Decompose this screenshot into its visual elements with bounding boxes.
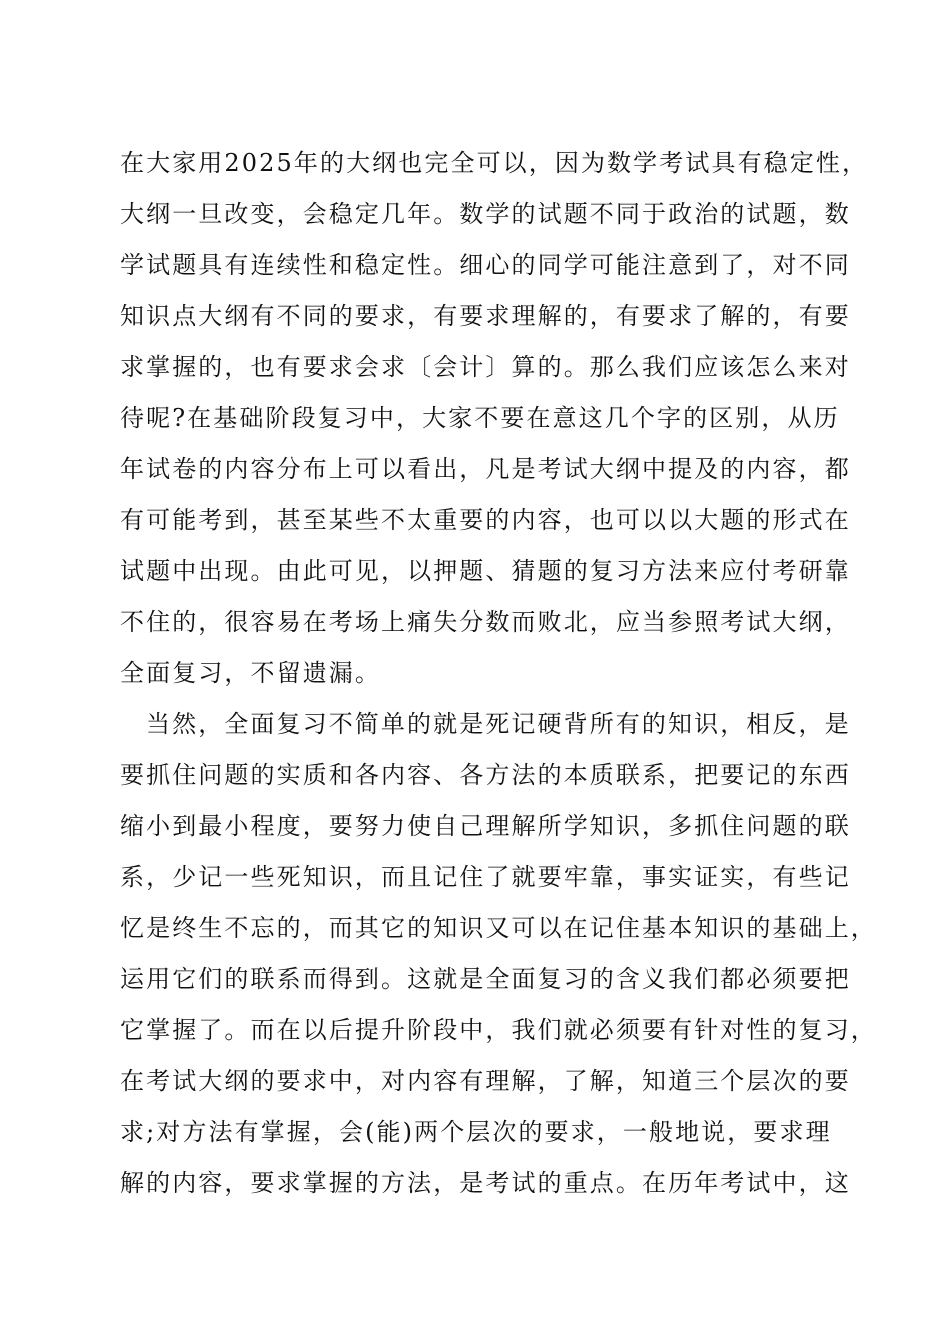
text-line: 忆是终生不忘的，而其它的知识又可以在记住基本知识的基础上，	[120, 914, 877, 942]
text-line: 缩小到最小程度，要努力使自己理解所学知识，多抓住问题的联	[120, 812, 851, 840]
text-line: 年试卷的内容分布上可以看出，凡是考试大纲中提及的内容，都	[120, 455, 851, 483]
text-line: 在大家用2025年的大纲也完全可以，因为数学考试具有稳定性，	[120, 149, 869, 177]
text-line: 要抓住问题的实质和各内容、各方法的本质联系，把要记的东西	[120, 761, 851, 789]
text-line: 学试题具有连续性和稳定性。细心的同学可能注意到了，对不同	[120, 251, 851, 279]
text-line: 大纲一旦改变，会稳定几年。数学的试题不同于政治的试题，数	[120, 200, 851, 228]
text-line: 求;对方法有掌握，会(能)两个层次的要求，一般地说，要求理	[120, 1118, 832, 1146]
text-line: 知识点大纲有不同的要求，有要求理解的，有要求了解的，有要	[120, 302, 851, 330]
text-line: 求掌握的，也有要求会求〔会计〕算的。那么我们应该怎么来对	[120, 353, 851, 381]
text-line: 试题中出现。由此可见，以押题、猜题的复习方法来应付考研靠	[120, 557, 851, 585]
text-line: 待呢?在基础阶段复习中，大家不要在意这几个字的区别，从历	[120, 404, 840, 432]
text-line: 它掌握了。而在以后提升阶段中，我们就必须要有针对性的复习，	[120, 1016, 877, 1044]
text-line: 解的内容，要求掌握的方法，是考试的重点。在历年考试中，这	[120, 1169, 851, 1197]
text-line: 在考试大纲的要求中，对内容有理解，了解，知道三个层次的要	[120, 1067, 851, 1095]
text-line: 系，少记一些死知识，而且记住了就要牢靠，事实证实，有些记	[120, 863, 851, 891]
text-line: 有可能考到，甚至某些不太重要的内容，也可以以大题的形式在	[120, 506, 851, 534]
text-line: 运用它们的联系而得到。这就是全面复习的含义我们都必须要把	[120, 965, 851, 993]
text-line: 不住的，很容易在考场上痛失分数而败北，应当参照考试大纲，	[120, 608, 851, 636]
paragraph-start-line: 当然，全面复习不简单的就是死记硬背所有的知识，相反，是	[146, 710, 851, 738]
text-line: 全面复习，不留遗漏。	[120, 659, 381, 687]
